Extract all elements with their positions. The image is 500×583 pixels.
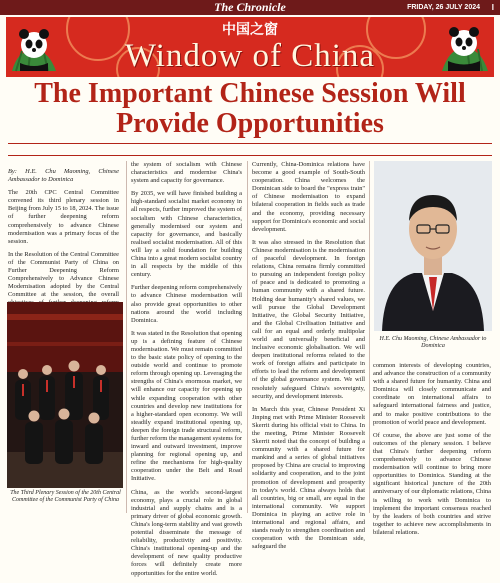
article-column-2 xyxy=(131,161,242,583)
paragraph: Of course, the above are just some of the outcomes of the plenary session. I believe that China's further deepening reform comprehensively to advance Chinese modernisation will continue to bring more opportunities to Dominica. Standing at the significant historical juncture of the 20th anniversary of our diplomatic relations, China is willing to work with Dominica to implement the important consensus reached by the leaders of both countries and strive together to achieve new accomplishments in bilateral relations. xyxy=(373,431,491,536)
column-divider xyxy=(369,161,370,513)
column-divider xyxy=(247,161,248,513)
paragraph: It was stated in the Resolution that opening up is a defining feature of Chinese modernisation. We must remain committed to the basic state policy of opening to the outside world and continue to promote reform through opening up. Leveraging the strengths of China's enormous market, we will enhance our capacity for opening up while expanding cooperation with other countries and develop new institutions for a higher-standard open economy. We will steadily expand institutional opening up, deepen the foreign trade structural reform, further reform the management systems for inward and outward investment, improve planning for regional opening up, and refine the mechanisms for high-quality cooperation under the Belt and Road Initiative. xyxy=(131,329,242,483)
plenary-session-image xyxy=(7,302,123,488)
paragraph: In the Resolution of the Central Committee of the Communist Party of China on Further Deepening Reform Comprehensively to Advance Chinese Modernisation adopted by the Central Committee at the session, the overall xyxy=(8,250,119,299)
panda-icon xyxy=(438,21,490,73)
chinese-title: 中国之窗 xyxy=(222,22,278,38)
newspaper-name: The Chronicle xyxy=(214,0,286,14)
article-headline: The Important Chinese Session Will Provide Opportunities xyxy=(34,78,466,139)
paragraph: In March this year, Chinese President Xi Jinping met with Prime Minister Roosevelt Skerrit during his official visit to China. In the meeting, Prime Minister Roosevelt Skerrit noted that the concept of building a community with a shared future for mankind and a series of global initiatives proposed by China are crucial to improving solidarity and cooperation, and to the joint promotion of development and prosperity in today's world. China always holds that all countries, big or small, are equal in the international community. We support Dominica in playing an active role in international and regional affairs, and stands ready to strengthen coordination and cooperation with the Dominican side, safeguard the xyxy=(252,405,365,551)
ambassador-portrait xyxy=(374,161,492,331)
paragraph: By 2035, we will have finished building a high-standard socialist market economy in all respects, further improved the system of socialism with Chinese characteristics, generally modernised our system and capacity for governance, and basically realised socialist modernisation. All of this will lay a solid foundation for building China into a great modern socialist country in all respects by the middle of this century. xyxy=(131,190,242,279)
plenary-session-photo xyxy=(7,302,123,488)
window-of-china-banner xyxy=(6,17,494,77)
headline-rule-top xyxy=(8,143,492,144)
photo-caption-left: The Third Plenary Session of the 20th Central Committee of the Communist Party of China xyxy=(10,490,121,504)
paragraph: It was also stressed in the Resolution that Chinese modernisation is the modernisation of peaceful development. In foreign relations, China remains firmly committed to pursuing an independent foreign policy of peace and is dedicated to promoting a human community with a shared future. Holding dear humanity's shared values, we will pursue the Global Development Initiative, the Global Security Initiative, and the Global Civilisation Initiative and call for an equal and orderly multipolar world and universally beneficial and inclusive economic globalisation. We will deepen institutional reforms related to the work of foreign affairs and participate in efforts to lead the reform and development of the global governance system. We will resolutely safeguard China's sovereignty, security, and development interests. xyxy=(252,238,365,400)
photo-caption-right: H.E. Chu Maoming, Chinese Ambassador to Dominica xyxy=(379,336,487,350)
page-number: I xyxy=(491,3,494,12)
ambassador-portrait-image xyxy=(374,161,492,331)
paragraph: the system of socialism with Chinese characteristics and modernise China's system and capacity for governance. xyxy=(131,161,242,185)
column-divider xyxy=(126,161,127,513)
paragraph: Further deepening reform comprehensively to advance Chinese modernisation will also provide great opportunities to other nations around the world including Dominica. xyxy=(131,284,242,324)
paragraph: Currently, China-Dominica relations have become a good example of South-South cooperation. China welcomes the Dominican side to board the "express train" of Chinese modernisation to expand bilateral cooperation in fields such as trade and the economy, providing necessary support for Dominica's economic and social development. xyxy=(252,161,365,233)
byline: By: H.E. Chu Maoming, Chinese Ambassador to Dominica xyxy=(8,168,119,184)
paragraph: The 20th CPC Central Committee convened its third plenary session in Beijing from July 15 to 18, 2024. The issue of further deepening reform comprehensively to advance Chinese modernisation was a primary focus of the session. xyxy=(8,189,120,245)
paragraph: common interests of developing countries, and advance the construction of a community with a shared future for humanity. China and Dominica will closely communicate and coordinate on international affairs to safeguard international fairness and justice, and to make positive contributions to the promotion of world peace and development. xyxy=(373,362,491,426)
issue-date: FRIDAY, 26 JULY 2024 xyxy=(407,4,480,11)
paragraph: China, as the world's second-largest economy, plays a crucial role in global industrial and supply chains and is a primary driver of global economic growth. China's long-term stability and vast growth potential disseminate the message of reliability, productivity and positivity. China's institutional opening-up and the development of new quality productive forces will definitely create more opportunities for the entire world. xyxy=(131,488,242,577)
article-column-4 xyxy=(373,362,491,542)
headline-rule-bottom xyxy=(8,155,492,156)
banner-title: Window of China xyxy=(124,38,376,74)
masthead xyxy=(0,0,500,15)
article-column-3 xyxy=(252,161,365,556)
